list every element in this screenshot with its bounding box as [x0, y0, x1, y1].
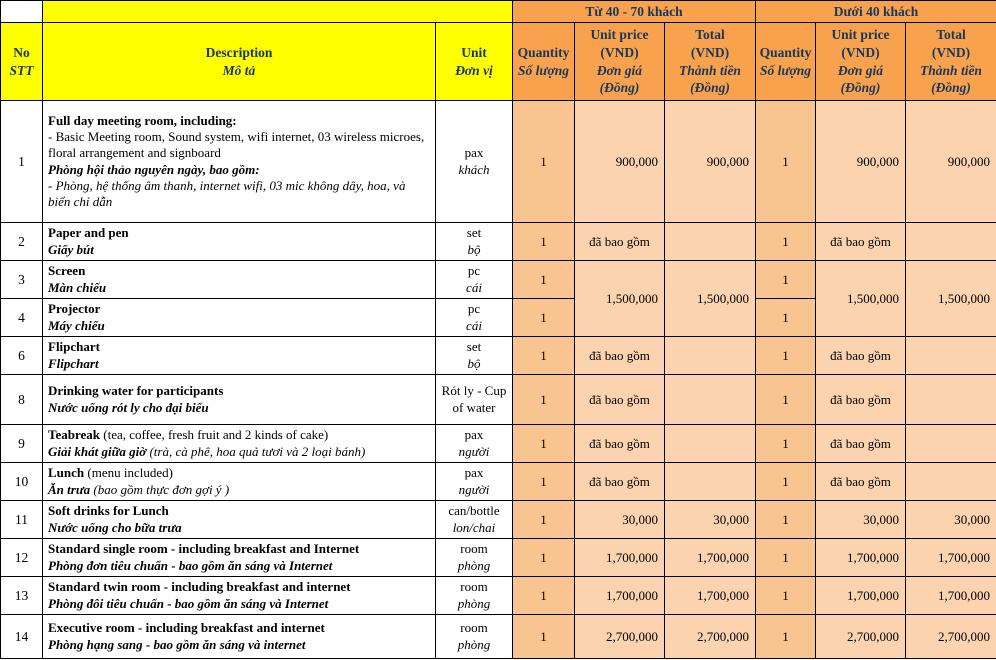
- text-segment: Flipchart: [48, 355, 99, 371]
- text-segment: (menu included): [84, 465, 173, 481]
- total-cell-g1: [665, 223, 756, 261]
- row-number: 11: [1, 501, 43, 539]
- header-spacer-cell: [43, 1, 513, 23]
- text-segment: người: [458, 481, 490, 497]
- table-row: [1, 223, 996, 261]
- text-segment: người: [458, 443, 490, 459]
- text-segment: Total: [695, 27, 725, 43]
- unit-price-cell-g2: đã bao gồm: [816, 463, 906, 501]
- quantity-cell-g1: 1: [513, 299, 575, 337]
- text-segment: of water: [452, 399, 496, 415]
- text-segment: Ăn trưa: [48, 481, 91, 497]
- total-cell-g2: 1,500,000: [906, 261, 996, 337]
- row-number: 9: [1, 425, 43, 463]
- unit-price-cell-g1: 1,700,000: [575, 577, 665, 615]
- quantity-cell-g1: 1: [513, 577, 575, 615]
- text-segment: Unit price: [831, 27, 890, 43]
- quantity-cell-g1: 1: [513, 501, 575, 539]
- column-header-unit-price-g1: [575, 23, 665, 101]
- text-segment: (bao gồm thực đơn gợi ý ): [90, 481, 230, 497]
- text-segment: - Basic Meeting room, Sound system, wifi internet, 03 wireless microes, floral arrangement and signboard: [48, 129, 425, 161]
- text-segment: (trà, cà phê, hoa quả tươi và 2 loại bánh): [146, 443, 366, 459]
- unit-price-cell-g2: 2,700,000: [816, 615, 906, 659]
- text-segment: Màn chiếu: [48, 279, 107, 295]
- table-row: [1, 425, 996, 463]
- text-segment: set: [466, 339, 482, 355]
- column-header-unit-price-g2: [816, 23, 906, 101]
- quantity-cell-g2: 1: [756, 261, 816, 299]
- text-segment: Paper and pen: [48, 225, 129, 241]
- text-segment: Soft drinks for Lunch: [48, 503, 169, 519]
- text-segment: phòng: [457, 557, 491, 573]
- total-cell-g2: 30,000: [906, 501, 996, 539]
- total-cell-g2: [906, 425, 996, 463]
- quantity-cell-g1: 1: [513, 223, 575, 261]
- text-segment: Quantity: [759, 44, 812, 60]
- quantity-cell-g2: 1: [756, 501, 816, 539]
- text-segment: bộ: [467, 241, 481, 257]
- quantity-cell-g1: 1: [513, 337, 575, 375]
- unit-price-cell-g1: 2,700,000: [575, 615, 665, 659]
- text-segment: khách: [458, 161, 490, 177]
- unit-price-cell-g1: 1,500,000: [575, 261, 665, 337]
- text-segment: Nước uống cho bữa trưa: [48, 519, 182, 535]
- quantity-cell-g2: 1: [756, 577, 816, 615]
- text-segment: Nước uống rót ly cho đại biểu: [48, 399, 209, 415]
- text-segment: Phòng đôi tiêu chuẩn - bao gồm ăn sáng và Internet: [48, 595, 329, 611]
- text-segment: Quantity: [517, 44, 570, 60]
- item-unit: [436, 375, 513, 425]
- row-number: 3: [1, 261, 43, 299]
- table-row: [1, 615, 996, 659]
- text-segment: Phòng hội thảo nguyên ngày, bao gồm:: [48, 161, 260, 177]
- text-segment: Số lượng: [518, 62, 569, 78]
- row-number: 8: [1, 375, 43, 425]
- text-segment: Thành tiền: [920, 62, 982, 78]
- total-cell-g2: 1,700,000: [906, 577, 996, 615]
- quantity-cell-g2: 1: [756, 375, 816, 425]
- column-header-unit: [436, 23, 513, 101]
- text-segment: (tea, coffee, fresh fruit and 2 kinds of cake): [100, 427, 329, 443]
- unit-price-cell-g2: 1,700,000: [816, 577, 906, 615]
- total-cell-g1: [665, 375, 756, 425]
- table-row: [1, 577, 996, 615]
- text-segment: Projector: [48, 301, 101, 317]
- column-header-total-g2: [906, 23, 996, 101]
- text-segment: pax: [464, 145, 484, 161]
- quantity-cell-g2: 1: [756, 337, 816, 375]
- unit-price-cell-g2: 1,700,000: [816, 539, 906, 577]
- table-row: [1, 261, 996, 299]
- text-segment: set: [466, 225, 482, 241]
- item-unit: [436, 101, 513, 223]
- text-segment: (Đồng): [599, 80, 640, 96]
- text-segment: (VND): [600, 44, 639, 60]
- text-segment: phòng: [457, 636, 491, 652]
- unit-price-cell-g1: 900,000: [575, 101, 665, 223]
- item-description: [43, 615, 436, 659]
- table-row: [1, 101, 996, 223]
- unit-price-cell-g1: đã bao gồm: [575, 337, 665, 375]
- item-description: [43, 223, 436, 261]
- text-segment: Đơn vị: [455, 62, 493, 78]
- quantity-cell-g2: 1: [756, 463, 816, 501]
- item-description: [43, 577, 436, 615]
- corner-cell: [1, 1, 43, 23]
- text-segment: (VND): [841, 44, 880, 60]
- total-cell-g2: [906, 223, 996, 261]
- text-segment: pc: [467, 263, 481, 279]
- text-segment: Đơn giá: [596, 62, 643, 78]
- text-segment: Standard twin room - including breakfast and internet: [48, 579, 351, 595]
- text-segment: Số lượng: [760, 62, 811, 78]
- item-description: [43, 425, 436, 463]
- text-segment: Flipchart: [48, 339, 100, 355]
- total-cell-g2: [906, 463, 996, 501]
- table-row: [1, 337, 996, 375]
- text-segment: Unit: [461, 44, 487, 60]
- row-number: 12: [1, 539, 43, 577]
- quantity-cell-g2: 1: [756, 223, 816, 261]
- quantity-cell-g1: 1: [513, 539, 575, 577]
- item-unit: [436, 425, 513, 463]
- unit-price-cell-g1: đã bao gồm: [575, 463, 665, 501]
- group-header-1: Từ 40 - 70 khách: [513, 1, 756, 23]
- text-segment: Standard single room - including breakfast and Internet: [48, 541, 360, 557]
- text-segment: (Đồng): [931, 80, 971, 96]
- quantity-cell-g2: 1: [756, 615, 816, 659]
- text-segment: No: [13, 44, 30, 60]
- column-header-description: [43, 23, 436, 101]
- quantity-cell-g2: 1: [756, 425, 816, 463]
- item-unit: [436, 615, 513, 659]
- text-segment: Full day meeting room, including:: [48, 112, 237, 128]
- text-segment: Teabreak: [48, 427, 101, 443]
- text-segment: bộ: [467, 355, 481, 371]
- text-segment: cái: [466, 279, 482, 295]
- text-segment: - Phòng, hệ thống âm thanh, internet wifi, 03 mic không dây, hoa, và biển chỉ dẫn: [48, 177, 406, 209]
- row-number: 2: [1, 223, 43, 261]
- text-segment: room: [460, 541, 488, 557]
- table-row: [1, 463, 996, 501]
- text-segment: Screen: [48, 263, 86, 279]
- text-segment: Executive room - including breakfast and internet: [48, 620, 325, 636]
- column-header-quantity-g1: [513, 23, 575, 101]
- quantity-cell-g2: 1: [756, 539, 816, 577]
- unit-price-cell-g2: 900,000: [816, 101, 906, 223]
- total-cell-g1: 900,000: [665, 101, 756, 223]
- quantity-cell-g1: 1: [513, 101, 575, 223]
- unit-price-cell-g2: 1,500,000: [816, 261, 906, 337]
- text-segment: room: [460, 620, 488, 636]
- quantity-cell-g2: 1: [756, 101, 816, 223]
- row-number: 6: [1, 337, 43, 375]
- unit-price-cell-g2: đã bao gồm: [816, 337, 906, 375]
- item-description: [43, 337, 436, 375]
- row-number: 14: [1, 615, 43, 659]
- quantity-cell-g1: 1: [513, 615, 575, 659]
- item-unit: [436, 577, 513, 615]
- text-segment: lon/chai: [452, 519, 496, 535]
- item-description: [43, 299, 436, 337]
- total-cell-g1: 1,700,000: [665, 539, 756, 577]
- unit-price-cell-g1: đã bao gồm: [575, 223, 665, 261]
- item-description: [43, 501, 436, 539]
- item-description: [43, 261, 436, 299]
- unit-price-cell-g2: đã bao gồm: [816, 425, 906, 463]
- total-cell-g1: [665, 463, 756, 501]
- unit-price-cell-g1: đã bao gồm: [575, 375, 665, 425]
- text-segment: STT: [9, 62, 34, 78]
- unit-price-cell-g1: 30,000: [575, 501, 665, 539]
- text-segment: (Đồng): [690, 80, 730, 96]
- item-description: [43, 375, 436, 425]
- item-unit: [436, 261, 513, 299]
- item-description: [43, 539, 436, 577]
- header-group-row: [1, 1, 996, 23]
- table-header: [1, 1, 996, 101]
- text-segment: pax: [464, 465, 484, 481]
- unit-price-cell-g2: đã bao gồm: [816, 223, 906, 261]
- table-row: [1, 501, 996, 539]
- text-segment: can/bottle: [448, 503, 500, 519]
- total-cell-g2: 2,700,000: [906, 615, 996, 659]
- row-number: 4: [1, 299, 43, 337]
- text-segment: Unit price: [590, 27, 649, 43]
- unit-price-cell-g1: 1,700,000: [575, 539, 665, 577]
- item-unit: [436, 463, 513, 501]
- group-header-2: Dưới 40 khách: [756, 1, 996, 23]
- text-segment: Drinking water for participants: [48, 383, 224, 399]
- quantity-cell-g1: 1: [513, 261, 575, 299]
- total-cell-g1: 1,500,000: [665, 261, 756, 337]
- row-number: 13: [1, 577, 43, 615]
- text-segment: Total: [936, 27, 966, 43]
- total-cell-g1: [665, 425, 756, 463]
- text-segment: Máy chiếu: [48, 317, 105, 333]
- text-segment: pc: [467, 301, 481, 317]
- unit-price-cell-g2: đã bao gồm: [816, 375, 906, 425]
- text-segment: room: [460, 579, 488, 595]
- text-segment: Thành tiền: [679, 62, 741, 78]
- unit-price-cell-g2: 30,000: [816, 501, 906, 539]
- total-cell-g1: 2,700,000: [665, 615, 756, 659]
- item-unit: [436, 223, 513, 261]
- text-segment: Lunch: [48, 465, 85, 481]
- item-unit: [436, 337, 513, 375]
- item-unit: [436, 299, 513, 337]
- text-segment: (VND): [931, 44, 971, 60]
- quantity-cell-g2: 1: [756, 299, 816, 337]
- text-segment: Giấy bút: [48, 241, 94, 257]
- text-segment: Rót ly - Cup: [441, 383, 507, 399]
- row-number: 1: [1, 101, 43, 223]
- column-header-no: [1, 23, 43, 101]
- item-unit: [436, 539, 513, 577]
- item-unit: [436, 501, 513, 539]
- text-segment: Mô tả: [222, 62, 256, 78]
- total-cell-g1: 1,700,000: [665, 577, 756, 615]
- text-segment: Description: [205, 44, 273, 60]
- text-segment: (VND): [690, 44, 730, 60]
- column-header-total-g1: [665, 23, 756, 101]
- total-cell-g1: [665, 337, 756, 375]
- item-description: [43, 463, 436, 501]
- unit-price-cell-g1: đã bao gồm: [575, 425, 665, 463]
- total-cell-g1: 30,000: [665, 501, 756, 539]
- text-segment: Phòng hạng sang - bao gồm ăn sáng và internet: [48, 636, 306, 652]
- total-cell-g2: 1,700,000: [906, 539, 996, 577]
- text-segment: phòng: [457, 595, 491, 611]
- text-segment: cái: [466, 317, 482, 333]
- text-segment: Giải khát giữa giờ: [48, 443, 147, 459]
- item-description: [43, 101, 436, 223]
- table-body: [1, 101, 996, 659]
- total-cell-g2: [906, 337, 996, 375]
- total-cell-g2: 900,000: [906, 101, 996, 223]
- row-number: 10: [1, 463, 43, 501]
- text-segment: pax: [464, 427, 484, 443]
- table-row: [1, 375, 996, 425]
- total-cell-g2: [906, 375, 996, 425]
- quantity-cell-g1: 1: [513, 375, 575, 425]
- text-segment: Đơn giá: [837, 62, 884, 78]
- header-columns-row: [1, 23, 996, 101]
- quantity-cell-g1: 1: [513, 463, 575, 501]
- quantity-cell-g1: 1: [513, 425, 575, 463]
- text-segment: Phòng đơn tiêu chuẩn - bao gồm ăn sáng và Internet: [48, 557, 333, 573]
- column-header-quantity-g2: [756, 23, 816, 101]
- text-segment: (Đồng): [840, 80, 881, 96]
- table-row: [1, 539, 996, 577]
